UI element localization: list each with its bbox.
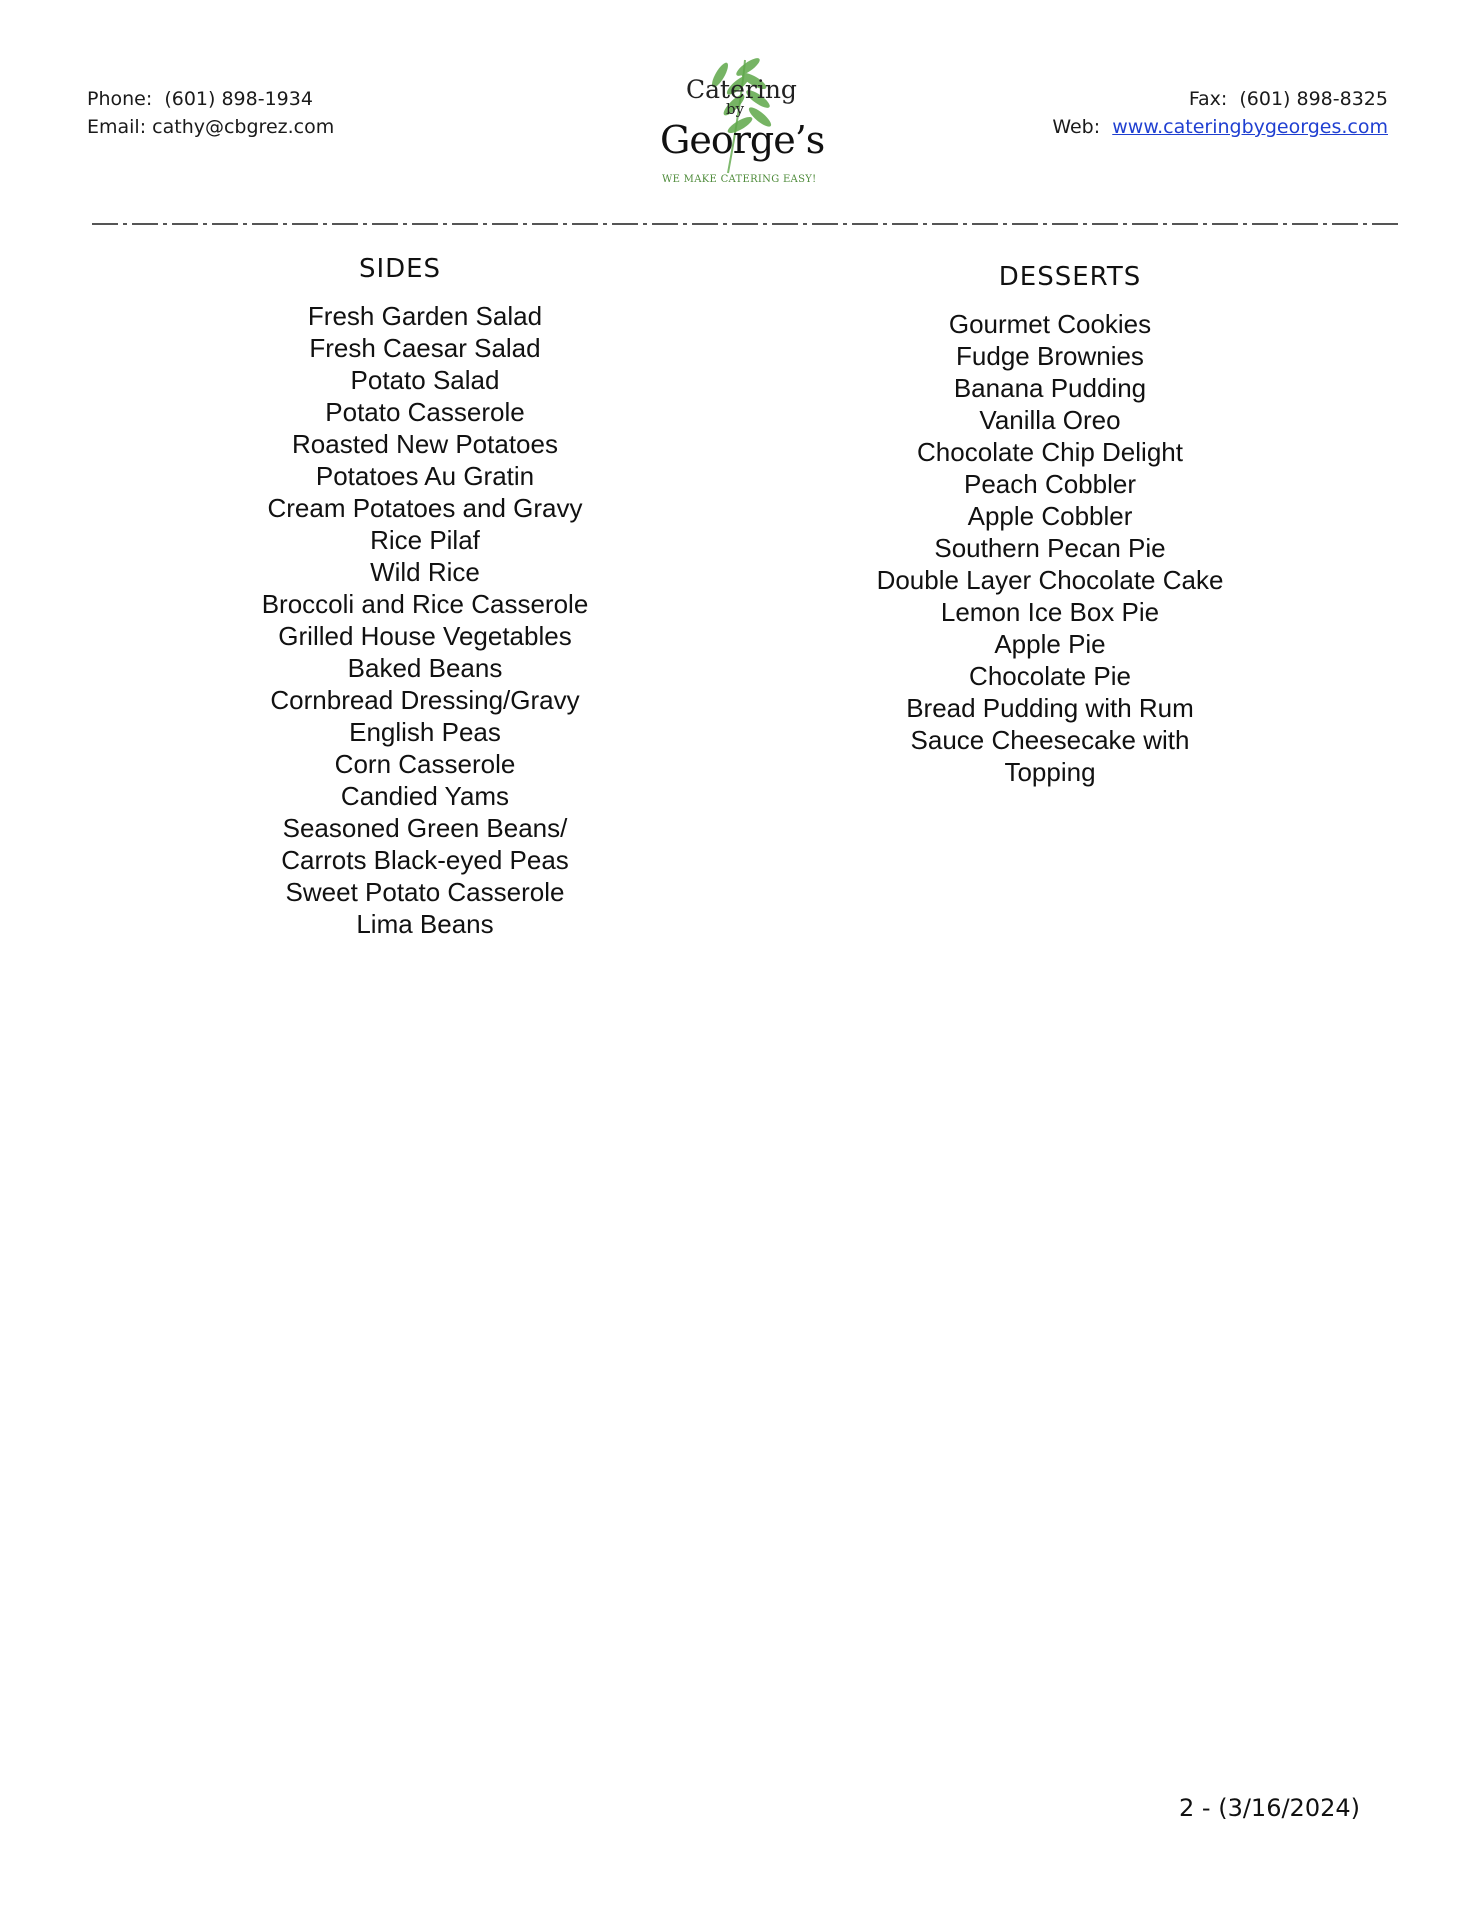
contact-left xyxy=(87,85,334,141)
list-item: Sweet Potato Casserole xyxy=(285,877,565,907)
list-item: Rice Pilaf xyxy=(370,525,480,555)
list-item: Potato Casserole xyxy=(325,397,525,427)
list-item: Potato Salad xyxy=(350,365,500,395)
page-number: 2 - (3/16/2024) xyxy=(1179,1794,1360,1822)
list-item: Topping xyxy=(1004,757,1096,787)
sides-heading: SIDES xyxy=(358,254,442,284)
list-item: Broccoli and Rice Casserole xyxy=(261,589,589,619)
sides-list xyxy=(185,300,665,940)
contact-right xyxy=(1052,85,1388,141)
list-item: Chocolate Chip Delight xyxy=(917,437,1183,467)
list-item: Cream Potatoes and Gravy xyxy=(267,493,583,523)
fax-text: Fax: (601) 898-8325 xyxy=(1188,88,1388,110)
logo-word-by: by xyxy=(726,100,745,118)
list-item: Potatoes Au Gratin xyxy=(315,461,535,491)
list-item: Seasoned Green Beans/ xyxy=(282,813,568,843)
header-divider xyxy=(92,220,1398,228)
desserts-list xyxy=(810,308,1290,788)
list-item: Double Layer Chocolate Cake xyxy=(876,565,1224,595)
list-item: Lima Beans xyxy=(356,909,494,939)
catering-logo xyxy=(650,55,830,195)
desserts-heading: DESSERTS xyxy=(998,262,1142,292)
list-item: Grilled House Vegetables xyxy=(278,621,572,651)
list-item: Vanilla Oreo xyxy=(979,405,1121,435)
logo-word-catering: Catering xyxy=(686,75,797,104)
web-label: Web: xyxy=(1052,116,1101,138)
list-item: Cornbread Dressing/Gravy xyxy=(270,685,580,715)
list-item: Fudge Brownies xyxy=(956,341,1144,371)
list-item: Southern Pecan Pie xyxy=(934,533,1166,563)
list-item: English Peas xyxy=(349,717,501,747)
phone-text: Phone: (601) 898-1934 xyxy=(87,88,313,110)
list-item: Fresh Caesar Salad xyxy=(309,333,541,363)
logo-tagline: WE MAKE CATERING EASY! xyxy=(662,174,817,185)
list-item: Chocolate Pie xyxy=(969,661,1131,691)
web-line xyxy=(1052,113,1388,141)
list-item: Bread Pudding with Rum xyxy=(906,693,1194,723)
list-item: Wild Rice xyxy=(370,557,480,587)
list-item: Roasted New Potatoes xyxy=(292,429,558,459)
list-item: Lemon Ice Box Pie xyxy=(940,597,1160,627)
list-item: Sauce Cheesecake with xyxy=(910,725,1190,755)
list-item: Peach Cobbler xyxy=(964,469,1136,499)
list-item: Candied Yams xyxy=(340,781,510,811)
list-item: Apple Pie xyxy=(994,629,1106,659)
list-item: Carrots Black-eyed Peas xyxy=(281,845,569,875)
list-item: Baked Beans xyxy=(347,653,503,683)
logo-word-georges: George’s xyxy=(660,118,825,162)
list-item: Banana Pudding xyxy=(953,373,1147,403)
website-link[interactable]: www.cateringbygeorges.com xyxy=(1112,116,1388,138)
email-text: Email: cathy@cbgrez.com xyxy=(87,116,335,138)
list-item: Gourmet Cookies xyxy=(948,309,1152,339)
list-item: Fresh Garden Salad xyxy=(307,301,543,331)
list-item: Apple Cobbler xyxy=(967,501,1133,531)
list-item: Corn Casserole xyxy=(334,749,516,779)
